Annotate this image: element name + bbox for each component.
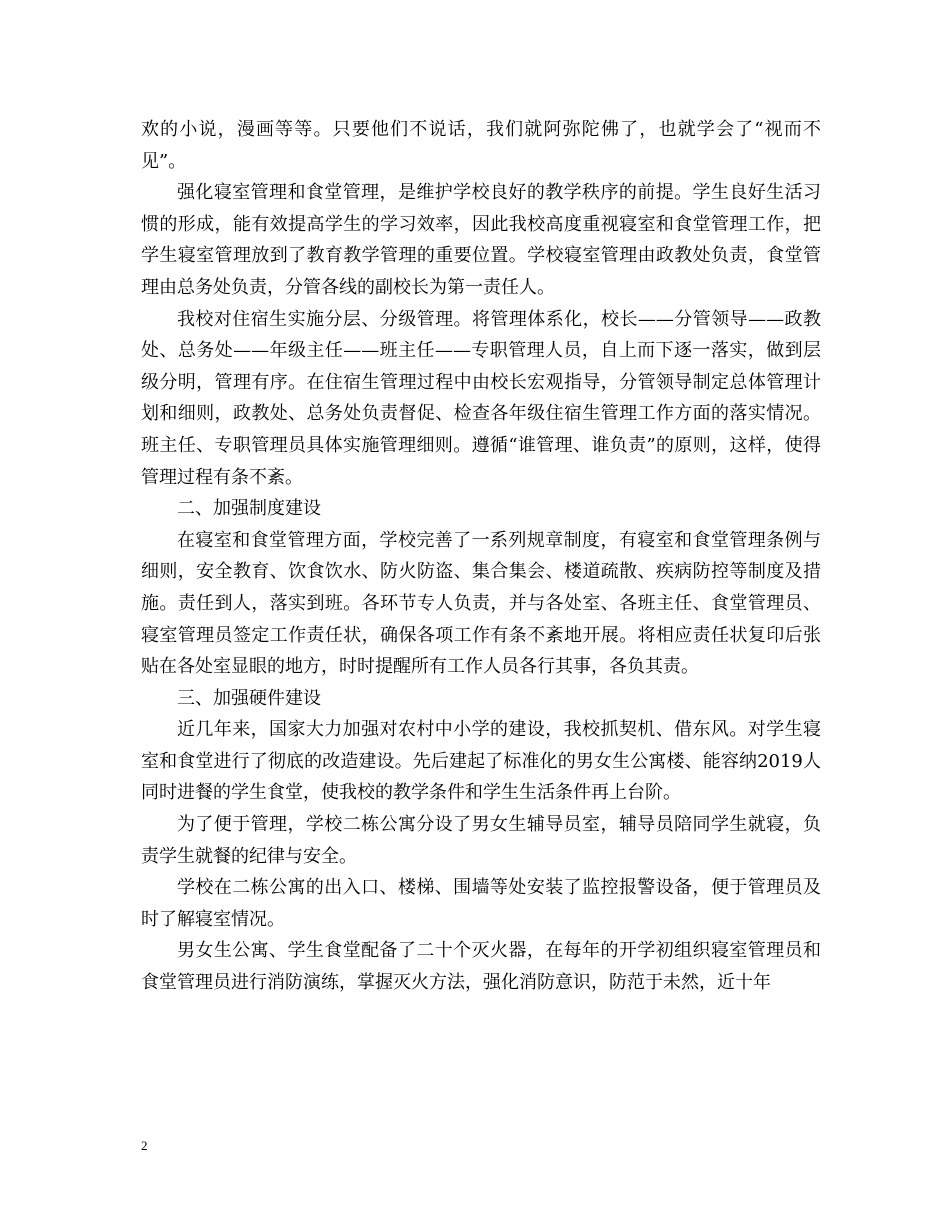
page-number: 2 bbox=[141, 1138, 148, 1153]
paragraph: 欢的小说，漫画等等。只要他们不说话，我们就阿弥陀佛了，也就学会了“视而不见”。 bbox=[141, 119, 821, 172]
paragraph: 我校对住宿生实施分层、分级管理。将管理体系化，校长——分管领导——政教处、总务处——年级主任——班主任——专职管理人员，自上而下逐一落实，做到层级分明，管理有序。在住宿生管理过程中由校长宏观指导，分管领导制定总体管理计划和细则，政教处、总务处负责督促、检查各年级住宿生管理工作方面的落实情况。班主任、专职管理员具体实施管理细则。遵循“谁管理、谁负责”的原则，这样，使得管理过程有条不紊。 bbox=[141, 308, 821, 488]
paragraph: 在寝室和食堂管理方面，学校完善了一系列规章制度，有寝室和食堂管理条例与细则，安全教育、饮食饮水、防火防盗、集合集会、楼道疏散、疾病防控等制度及措施。责任到人，落实到班。各环节专人负责，并与各处室、各班主任、食堂管理员、寝室管理员签定工作责任状，确保各项工作有条不紊地开展。将相应责任状复印后张贴在各处室显眼的地方，时时提醒所有工作人员各行其事，各负其责。 bbox=[141, 529, 821, 678]
paragraph: 强化寝室管理和食堂管理，是维护学校良好的教学秩序的前提。学生良好生活习惯的形成，能有效提高学生的学习效率，因此我校高度重视寝室和食堂管理工作，把学生寝室管理放到了教育教学管理的重要位置。学校寝室管理由政教处负责，食堂管理由总务处负责，分管各线的副校长为第一责任人。 bbox=[141, 182, 821, 298]
section-heading: 三、加强硬件建设 bbox=[177, 687, 321, 709]
body-text bbox=[141, 114, 821, 999]
paragraph: 近几年来，国家大力加强对农村中小学的建设，我校抓契机、借东风。对学生寝室和食堂进行了彻底的改造建设。先后建起了标准化的男女生公寓楼、能容纳2019人同时进餐的学生食堂，使我校的教学条件和学生生活条件再上台阶。 bbox=[141, 719, 821, 804]
section-heading: 二、加强制度建设 bbox=[177, 498, 321, 520]
paragraph: 男女生公寓、学生食堂配备了二十个灭火器，在每年的开学初组织寝室管理员和食堂管理员进行消防演练，掌握灭火方法，强化消防意识，防范于未然，近十年 bbox=[141, 940, 821, 994]
paragraph: 为了便于管理，学校二栋公寓分设了男女生辅导员室，辅导员陪同学生就寝，负责学生就餐的纪律与安全。 bbox=[141, 814, 821, 867]
paragraph: 学校在二栋公寓的出入口、楼梯、围墙等处安装了监控报警设备，便于管理员及时了解寝室情况。 bbox=[141, 877, 821, 930]
